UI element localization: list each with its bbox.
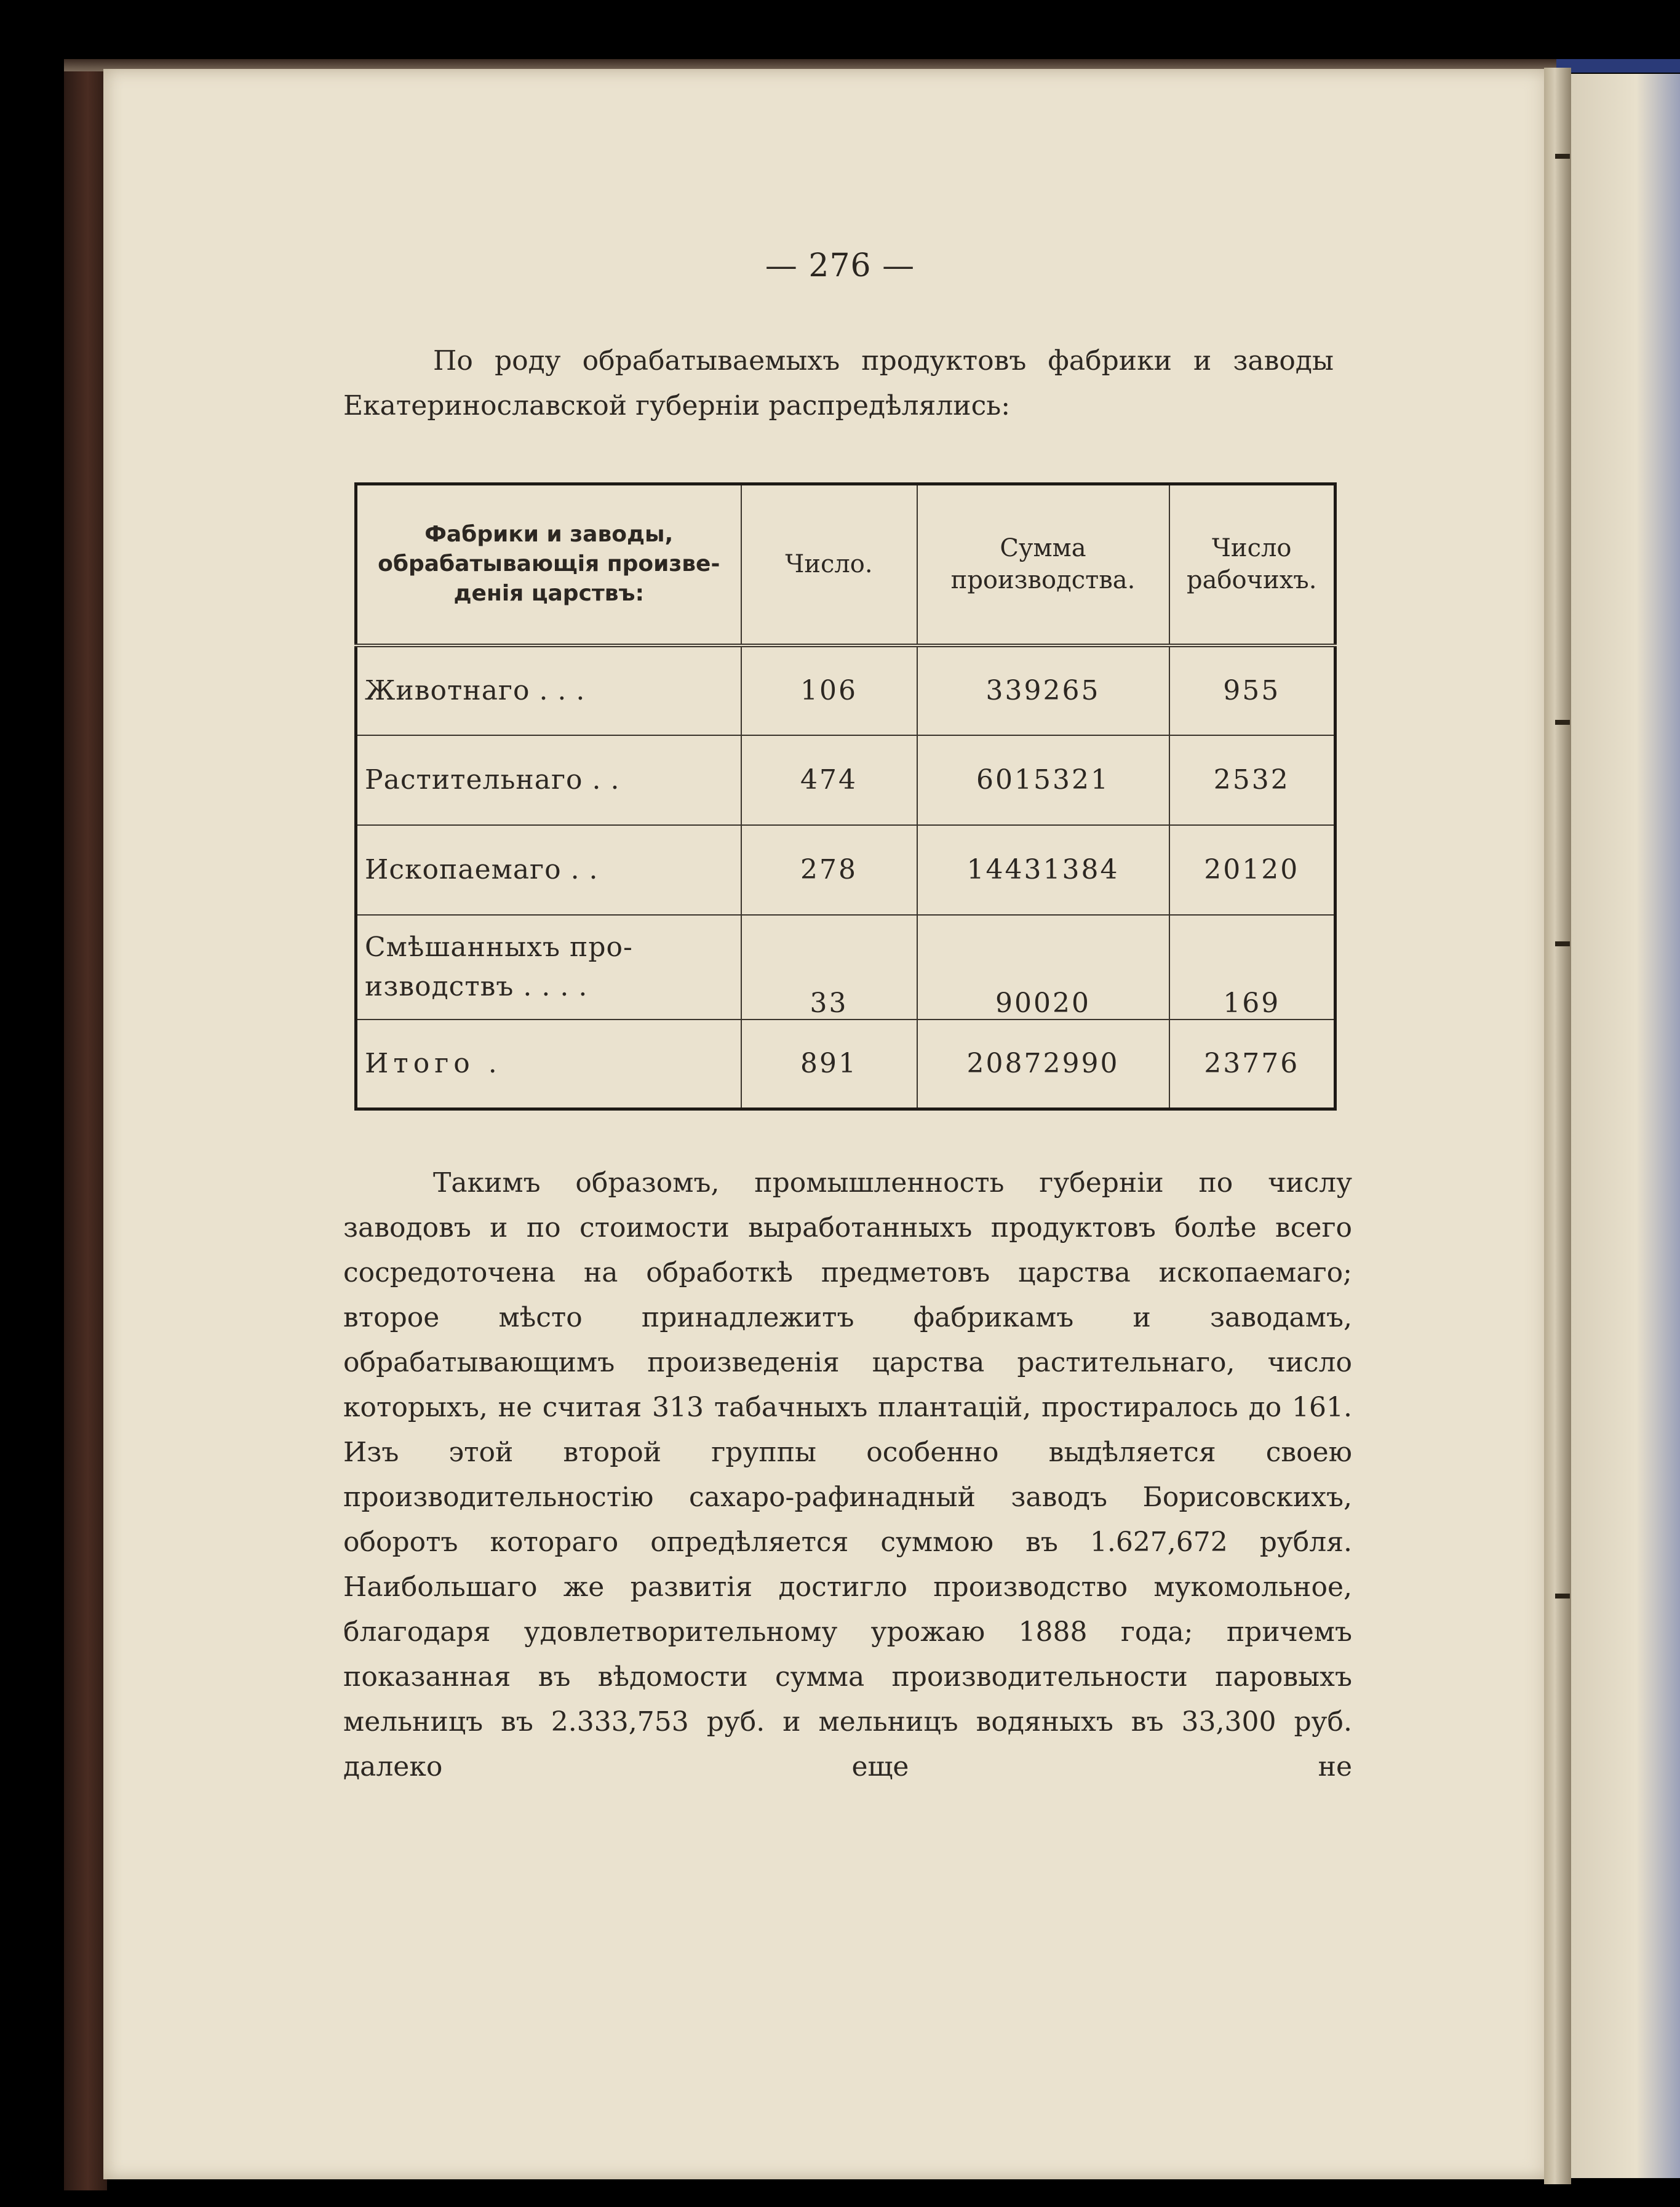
row-production: 14431384 (917, 825, 1169, 915)
total-label: Итого . (356, 1020, 741, 1109)
intro-paragraph: По роду обрабатываемыхъ продуктовъ фабрики и заводы Екатеринославской губерніи распредѣлялись: (343, 345, 1334, 421)
gutter-mark (1555, 941, 1570, 946)
gutter-mark (1555, 154, 1570, 159)
next-page-edge (1556, 59, 1680, 73)
total-workers: 23776 (1169, 1020, 1336, 1109)
table-row (356, 915, 1336, 1020)
book-binding (64, 62, 107, 2190)
table-row (356, 735, 1336, 825)
row-workers: 955 (1169, 645, 1336, 735)
row-name: Растительнаго . . (356, 735, 741, 825)
table-header-row (356, 484, 1336, 645)
row-name: Ископаемаго . . (356, 825, 741, 915)
row-production: 90020 (917, 915, 1169, 1020)
total-production: 20872990 (917, 1020, 1169, 1109)
table-row (356, 645, 1336, 735)
header-count: Число. (741, 484, 917, 645)
production-table (354, 482, 1337, 1111)
row-count: 474 (741, 735, 917, 825)
row-workers: 2532 (1169, 735, 1336, 825)
header-category: Фабрики и заводы, обрабатывающія произве-денія царствъ: (356, 484, 741, 645)
row-name: Смѣшанныхъ про-изводствъ . . . . (356, 915, 741, 1020)
gutter-mark (1555, 1594, 1570, 1598)
page-number: — 276 — (765, 247, 915, 284)
table-row (356, 825, 1336, 915)
page-gutter (1544, 68, 1571, 2184)
row-workers: 169 (1169, 915, 1336, 1020)
next-page (1571, 74, 1680, 2178)
body-paragraph: Такимъ образомъ, промышленность губерніи по числу заводовъ и по стоимости выработанныхъ продуктовъ болѣе всего сосредоточена на обработкѣ предметовъ царства ископаемаго; второе мѣсто принадлежитъ фабрикамъ и заводамъ, обрабатывающимъ произведенія царства растительнаго, число которыхъ, не считая 313 табачныхъ плантацій, простиралось до 161. Изъ этой второй группы особенно выдѣляется своею производительностію сахаро-рафинадный заводъ Борисовскихъ, оборотъ котораго опредѣляется суммою въ 1.627,672 рубля. Наибольшаго же развитія достигло производство мукомольное, благодаря удовлетворительному урожаю 1888 года; причемъ показанная въ вѣдомости сумма производительности паровыхъ мельницъ въ 2.333,753 руб. и мельницъ водяныхъ въ 33,300 руб. далеко еще не (343, 1167, 1352, 1782)
row-production: 6015321 (917, 735, 1169, 825)
table-total-row (356, 1020, 1336, 1109)
row-count: 106 (741, 645, 917, 735)
row-production: 339265 (917, 645, 1169, 735)
header-production: Сумма производства. (917, 484, 1169, 645)
row-workers: 20120 (1169, 825, 1336, 915)
header-workers: Число рабочихъ. (1169, 484, 1336, 645)
row-count: 33 (741, 915, 917, 1020)
total-count: 891 (741, 1020, 917, 1109)
gutter-mark (1555, 720, 1570, 725)
row-count: 278 (741, 825, 917, 915)
row-name: Животнаго . . . (356, 645, 741, 735)
